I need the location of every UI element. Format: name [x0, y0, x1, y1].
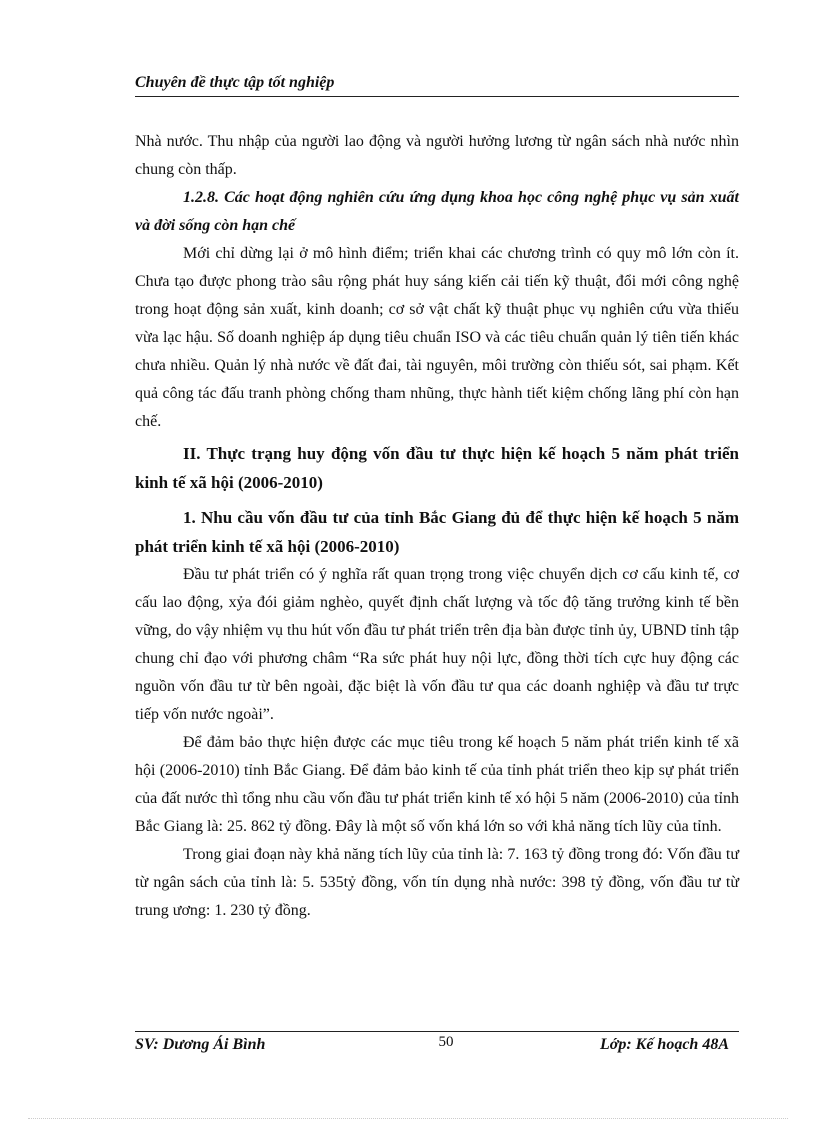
heading-1-2-8: 1.2.8. Các hoạt động nghiên cứu ứng dụng khoa học công nghệ phục vụ sản xuất và đời sống còn hạn chế — [135, 189, 739, 234]
paragraph-4: Để đảm bảo thực hiện được các mục tiêu trong kế hoạch 5 năm phát triển kinh tế xã hội (2006-2010) tỉnh Bắc Giang. Để đảm bảo kinh tế của tỉnh phát triển theo kịp sự phát triển của đất nước thì tổng nhu cầu vốn đầu tư phát triển kinh tế xó hội 5 năm (2006-2010) của tỉnh Bắc Giang là: 25. 862 tỷ đồng. Đây là một số vốn khá lớn so với khả năng tích lũy của tỉnh. — [135, 734, 739, 835]
page-header-title: Chuyên đề thực tập tốt nghiệp — [135, 74, 335, 91]
page-body — [135, 128, 739, 925]
paragraph-2: Mới chỉ dừng lại ở mô hình điểm; triển khai các chương trình có quy mô lớn còn ít. Chưa tạo được phong trào sâu rộng phát huy sáng kiến cải tiến kỹ thuật, đổi mới công nghệ trong hoạt động sản xuất, kinh doanh; cơ sở vật chất kỹ thuật phục vụ nghiên cứu vừa thiếu vừa lạc hậu. Số doanh nghiệp áp dụng tiêu chuẩn ISO và các tiêu chuẩn quản lý tiên tiến khác chưa nhiều. Quản lý nhà nước về đất đai, tài nguyên, môi trường còn thiếu sót, sai phạm. Kết quả công tác đấu tranh phòng chống tham nhũng, thực hành tiết kiệm chống lãng phí còn hạn chế. — [135, 245, 739, 430]
heading-section-II: II. Thực trạng huy động vốn đầu tư thực hiện kế hoạch 5 năm phát triển kinh tế xã hội (2006-2010) — [135, 444, 739, 492]
paragraph-3: Đầu tư phát triển có ý nghĩa rất quan trọng trong việc chuyển dịch cơ cấu kinh tế, cơ cấu lao động, xỷa đói giảm nghèo, quyết định chất lượng và tốc độ tăng trưởng kinh tế bền vững, do vậy nhiệm vụ thu hút vốn đầu tư phát triển trên địa bàn được tỉnh ủy, UBND tỉnh tập chung chỉ đạo với phương châm “Ra sức phát huy nội lực, đồng thời tích cực huy động các nguồn vốn đầu tư từ bên ngoài, đặc biệt là vốn đầu tư qua các doanh nghiệp và đầu tư trực tiếp vốn nước ngoài”. — [135, 566, 739, 723]
paragraph-1: Nhà nước. Thu nhập của người lao động và người hưởng lương từ ngân sách nhà nước nhìn chung còn thấp. — [135, 133, 739, 178]
paragraph-5: Trong giai đoạn này khả năng tích lũy của tỉnh là: 7. 163 tỷ đồng trong đó: Vốn đầu tư từ ngân sách của tỉnh là: 5. 535tỷ đồng, vốn tín dụng nhà nước: 398 tỷ đồng, vốn đầu tư từ trung ương: 1. 230 tỷ đồng. — [135, 846, 739, 919]
footer-divider — [135, 1031, 739, 1032]
page-bottom-edge — [28, 1118, 788, 1119]
footer-class: Lớp: Kế hoạch 48A — [599, 1036, 729, 1053]
page-number: 50 — [438, 1034, 454, 1050]
heading-1: 1. Nhu cầu vốn đầu tư của tỉnh Bắc Giang đủ để thực hiện kế hoạch 5 năm phát triển kinh tế xã hội (2006-2010) — [135, 508, 739, 556]
footer-student-name: SV: Dương Ái Bình — [135, 1036, 266, 1053]
header-divider — [135, 96, 739, 97]
